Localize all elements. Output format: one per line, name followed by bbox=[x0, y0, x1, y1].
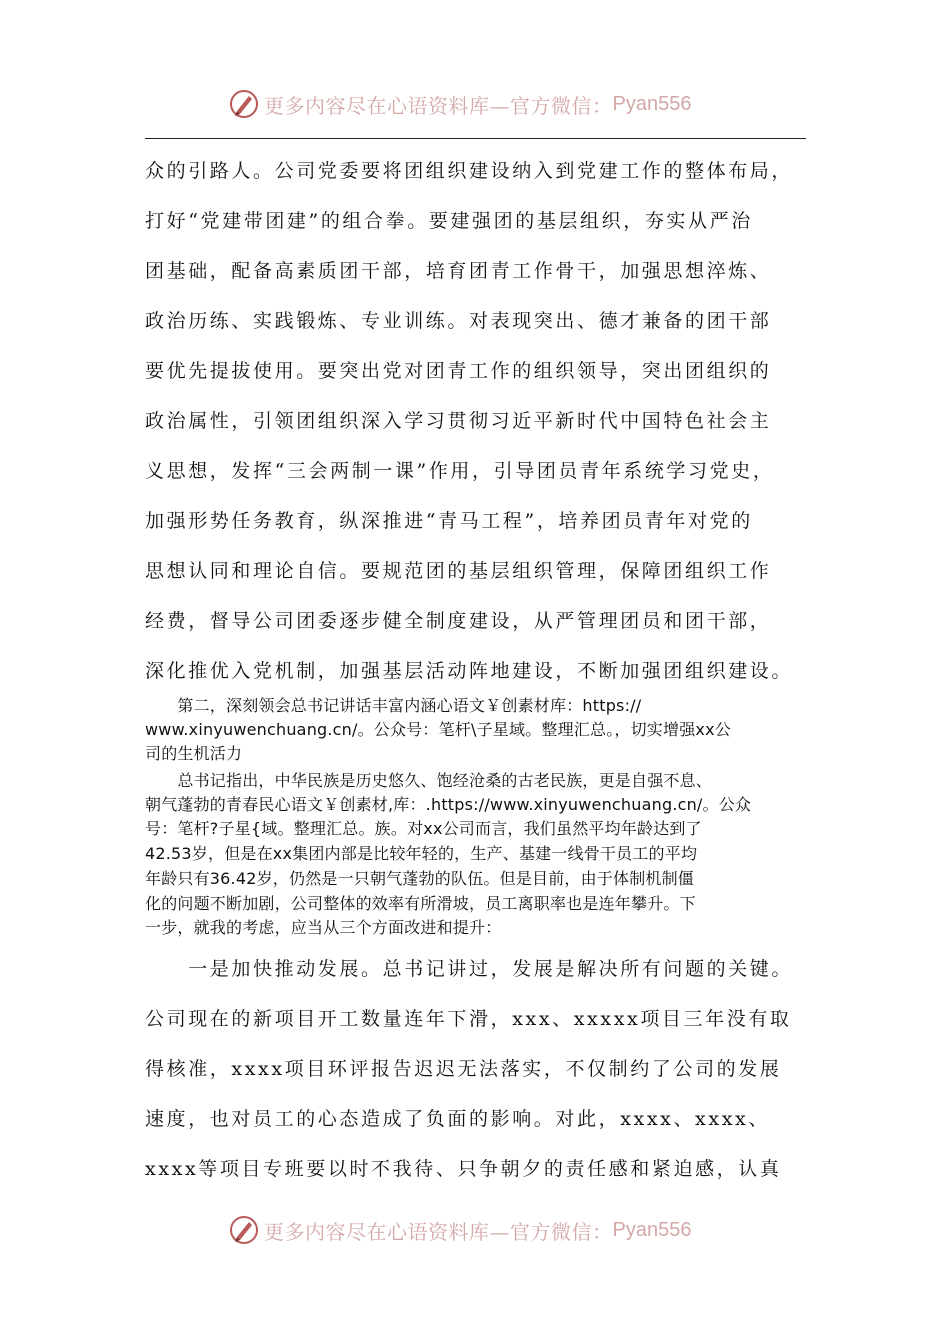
footer-watermark bbox=[228, 1210, 691, 1250]
body-line: 义思想，发挥“三会两制一课”作用，引导团员青年系统学习党史， bbox=[145, 460, 775, 482]
body-line: 公司现在的新项目开工数量连年下滑，xxx、xxxxx项目三年没有取 bbox=[145, 1008, 792, 1030]
section-line: 42.53岁，但是在xx集团内部是比较年轻的，生产、基建一线骨干员工的平均 bbox=[145, 844, 698, 863]
body-line: 深化推优入党机制，加强基层活动阵地建设，不断加强团组织建设。 bbox=[145, 660, 794, 682]
body-line: 打好“党建带团建”的组合拳。要建强团的基层组织，夯实从严治 bbox=[145, 210, 753, 232]
section-line: 总书记指出，中华民族是历史悠久、饱经沧桑的古老民族，更是自强不息、 bbox=[145, 771, 713, 790]
section-line: 号：笔杆?子星{域。整理汇总。族。对xx公司而言，我们虽然平均年龄达到了 bbox=[145, 819, 702, 838]
body-line: 一是加快推动发展。总书记讲过，发展是解决所有问题的关键。 bbox=[145, 958, 794, 980]
section-line: 司的生机活力 bbox=[145, 744, 243, 763]
section-line: 年龄只有36.42岁，仍然是一只朝气蓬勃的队伍。但是目前，由于体制机制僵 bbox=[145, 869, 695, 888]
pen-logo-icon bbox=[228, 88, 260, 120]
pen-logo-icon bbox=[228, 1214, 260, 1246]
footer-wechat-id: Pyan556 bbox=[612, 1218, 692, 1241]
body-line: 要优先提拔使用。要突出党对团青工作的组织领导，突出团组织的 bbox=[145, 360, 772, 382]
body-line: 加强形势任务教育，纵深推进“青马工程”，培养团员青年对党的 bbox=[145, 510, 753, 532]
body-line: 得核准，xxxx项目环评报告迟迟无法落实，不仅制约了公司的发展 bbox=[145, 1058, 782, 1080]
header-wechat-id: Pyan556 bbox=[612, 92, 692, 115]
section-line: 朝气蓬勃的青春民心语文￥创素材,库：.https://www.xinyuwenchuang.cn/。公众 bbox=[145, 795, 752, 814]
section-line: 第二，深刻领会总书记讲话丰富内涵心语文￥创素材库：https:// bbox=[145, 696, 642, 715]
body-line: 速度，也对员工的心态造成了负面的影响。对此，xxxx、xxxx、 bbox=[145, 1108, 770, 1130]
body-line: 思想认同和理论自信。要规范团的基层组织管理，保障团组织工作 bbox=[145, 560, 772, 582]
section-line: 一步，就我的考虑，应当从三个方面改进和提升： bbox=[145, 918, 502, 937]
body-line: 团基础，配备高素质团干部，培育团青工作骨干，加强思想淬炼、 bbox=[145, 260, 772, 282]
body-line: 经费，督导公司团委逐步健全制度建设，从严管理团员和团干部， bbox=[145, 610, 772, 632]
footer-banner-text: 更多内容尽在心语资料库—官方微信： bbox=[264, 1219, 613, 1244]
body-line: 政治属性，引领团组织深入学习贯彻习近平新时代中国特色社会主 bbox=[145, 410, 772, 432]
header-banner-text: 更多内容尽在心语资料库—官方微信： bbox=[264, 93, 613, 118]
header-watermark bbox=[228, 84, 691, 124]
section-line: 化的问题不断加剧，公司整体的效率有所滑坡，员工离职率也是连年攀升。下 bbox=[145, 894, 696, 913]
section-line: www.xinyuwenchuang.cn/。公众号：笔杆\子星域。整理汇总。，切实增强xx公 bbox=[145, 720, 731, 739]
header-rule bbox=[145, 138, 806, 139]
body-line: 政治历练、实践锻炼、专业训练。对表现突出、德才兼备的团干部 bbox=[145, 310, 772, 332]
body-line: xxxx等项目专班要以时不我待、只争朝夕的责任感和紧迫感，认真 bbox=[145, 1158, 782, 1180]
body-line: 众的引路人。公司党委要将团组织建设纳入到党建工作的整体布局， bbox=[145, 160, 794, 182]
